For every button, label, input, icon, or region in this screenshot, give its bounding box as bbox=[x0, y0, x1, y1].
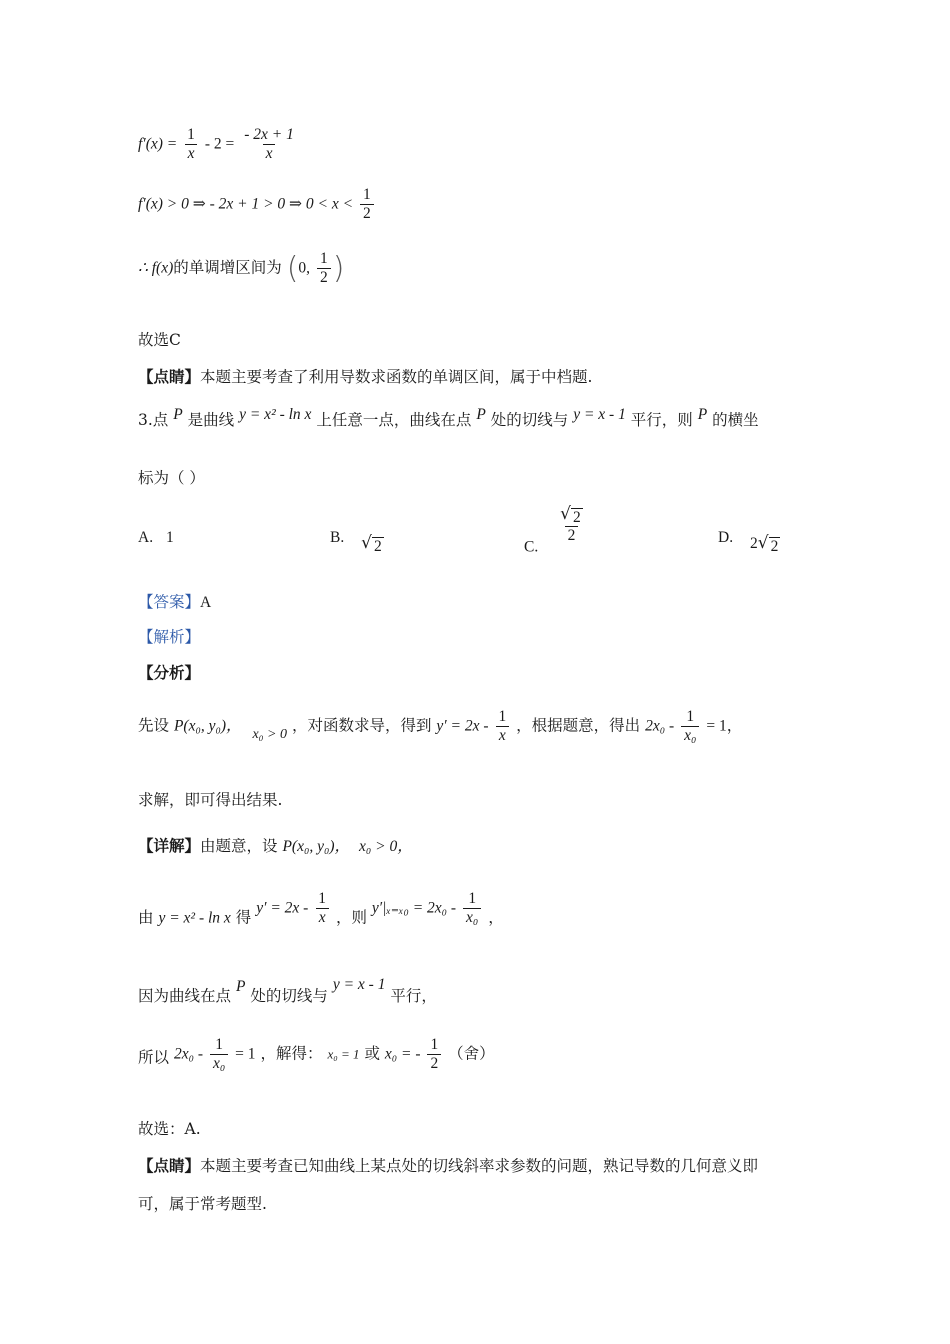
xiangjie-line4: 所以 2x₀ - $\frac{1}{\text{x₀}}$ = 1 ，解得： x₀ = 1 或 x₀ = - $\frac{1}{2}$ （舍） bbox=[138, 1036, 495, 1072]
x0-positive: x₀ > 0 bbox=[252, 727, 287, 743]
sqrt-two: √ 2 bbox=[361, 533, 382, 555]
answer-line bbox=[138, 590, 211, 612]
minus-two-eq: - 2 = bbox=[204, 135, 235, 153]
interval-left: 0, bbox=[298, 259, 311, 277]
q3-stem-line2: 标为（ ） bbox=[138, 469, 205, 487]
fraction-sqrt2-over-2: √ 2 2 bbox=[560, 504, 581, 545]
point-p-coord: P(x₀, y₀)， bbox=[173, 717, 242, 735]
line-equation: y = x - 1 bbox=[332, 976, 386, 993]
dianjing-tag: 【点睛】 bbox=[138, 367, 201, 386]
point-p: P bbox=[697, 406, 708, 423]
interval-line bbox=[138, 250, 344, 287]
answer-tag: 【答案】 bbox=[138, 593, 201, 611]
x0-positive: x₀ > 0， bbox=[358, 838, 413, 855]
solution-2: x₀ = - bbox=[384, 1045, 421, 1063]
answer-value: A bbox=[200, 594, 212, 611]
curve-equation: y = x² - ln x bbox=[158, 909, 231, 927]
point-p: P bbox=[235, 978, 246, 995]
dianjing-q3-line1: 【点睛】本题主要考查已知曲线上某点处的切线斜率求参数的问题，熟记导数的几何意义即 bbox=[138, 1156, 759, 1175]
dianjing-q2 bbox=[138, 365, 592, 387]
xiangjie-line2: 由 y = x² - ln x 得 y′ = 2x - $\frac{1}{x}$ ，则 y′|ₓ₌ₓ₀ = 2x₀ - $\frac{1}{\text{x₀}}$ ， bbox=[138, 890, 504, 927]
equation-right: = 1 bbox=[235, 1045, 256, 1063]
fraction-neg2x-plus1-over-x: $\frac{- 2x + 1}{x}$ bbox=[244, 126, 294, 162]
right-paren: ) bbox=[332, 250, 345, 286]
interval-text: 的单调增区间为 bbox=[173, 258, 282, 277]
option-b: B. √ 2 bbox=[330, 529, 382, 555]
option-d: D. 2 √ 2 bbox=[718, 529, 779, 555]
xiangjie-line3: 因为曲线在点 P 处的切线与 y = x - 1 平行， bbox=[138, 976, 437, 1005]
derivative-lhs: f′(x) = bbox=[138, 135, 178, 153]
equation-left: 2x₀ - bbox=[645, 717, 675, 735]
derivative-y: y′ = 2x - bbox=[256, 899, 309, 917]
fraction-1-over-x: $\frac{1}{x}$ bbox=[184, 126, 198, 163]
equation-right: = 1， bbox=[706, 717, 743, 735]
curve-equation: y = x² - ln x bbox=[239, 406, 312, 423]
line-equation: y = x - 1 bbox=[573, 406, 626, 423]
sqrt-two: √ 2 bbox=[757, 533, 779, 555]
q3-stem-line1: 3.点 P 是曲线 y = x² - ln x 上任意一点，曲线在点 P 处的切线与 y = x - 1 平行，则 P 的横坐 bbox=[138, 406, 759, 429]
derivative-line bbox=[138, 126, 299, 163]
xiangjie-line1: 【详解】由题意，设 P(x₀, y₀)， x₀ > 0， bbox=[138, 836, 413, 855]
choice-a: 故选：A. bbox=[138, 1120, 201, 1138]
inequality-line bbox=[138, 186, 376, 223]
analysis-tag: 【解析】 bbox=[138, 628, 201, 646]
derivative-y: y′ = 2x - bbox=[436, 717, 489, 735]
fraction-one-half: $\frac{1}{2}$ bbox=[360, 186, 374, 223]
point-p: P bbox=[173, 406, 183, 423]
therefore-fx: ∴ f(x) bbox=[138, 259, 174, 277]
point-p-coord: P(x₀, y₀)， bbox=[282, 838, 351, 855]
dianjing-q3-line2: 可，属于常考题型. bbox=[138, 1195, 267, 1213]
dianjing-text: 本题主要考查了利用导数求函数的单调区间，属于中档题. bbox=[200, 368, 593, 386]
left-paren: ( bbox=[286, 250, 299, 286]
fraction-one-half-interval: $\frac{1}{2}$ bbox=[317, 250, 331, 287]
xiangjie-tag: 【详解】 bbox=[138, 836, 201, 855]
option-a: A. 1 bbox=[138, 529, 174, 546]
derivative-at-x0: y′|ₓ₌ₓ₀ = 2x₀ - bbox=[371, 899, 457, 917]
inequality-chain: f′(x) > 0 ⇒ - 2x + 1 > 0 ⇒ 0 < x < bbox=[138, 195, 354, 213]
choice-c: 故选C bbox=[138, 331, 181, 349]
point-p: P bbox=[476, 406, 486, 423]
dianjing-tag: 【点睛】 bbox=[138, 1156, 201, 1175]
option-c: C. √ 2 2 bbox=[524, 506, 588, 556]
fenxi-line: 先设 P(x₀, y₀)， x₀ > 0 ，对函数求导，得到 y′ = 2x - $\frac{1}{x}$ ，根据题意，得出 2x₀ - $\frac{1}{\text{x₀}}$ = 1， bbox=[138, 708, 743, 744]
fenxi-end: 求解，即可得出结果. bbox=[138, 791, 283, 809]
fenxi-tag: 【分析】 bbox=[138, 663, 201, 682]
equation-left: 2x₀ - bbox=[173, 1045, 204, 1063]
solution-1: x₀ = 1 bbox=[327, 1046, 360, 1062]
